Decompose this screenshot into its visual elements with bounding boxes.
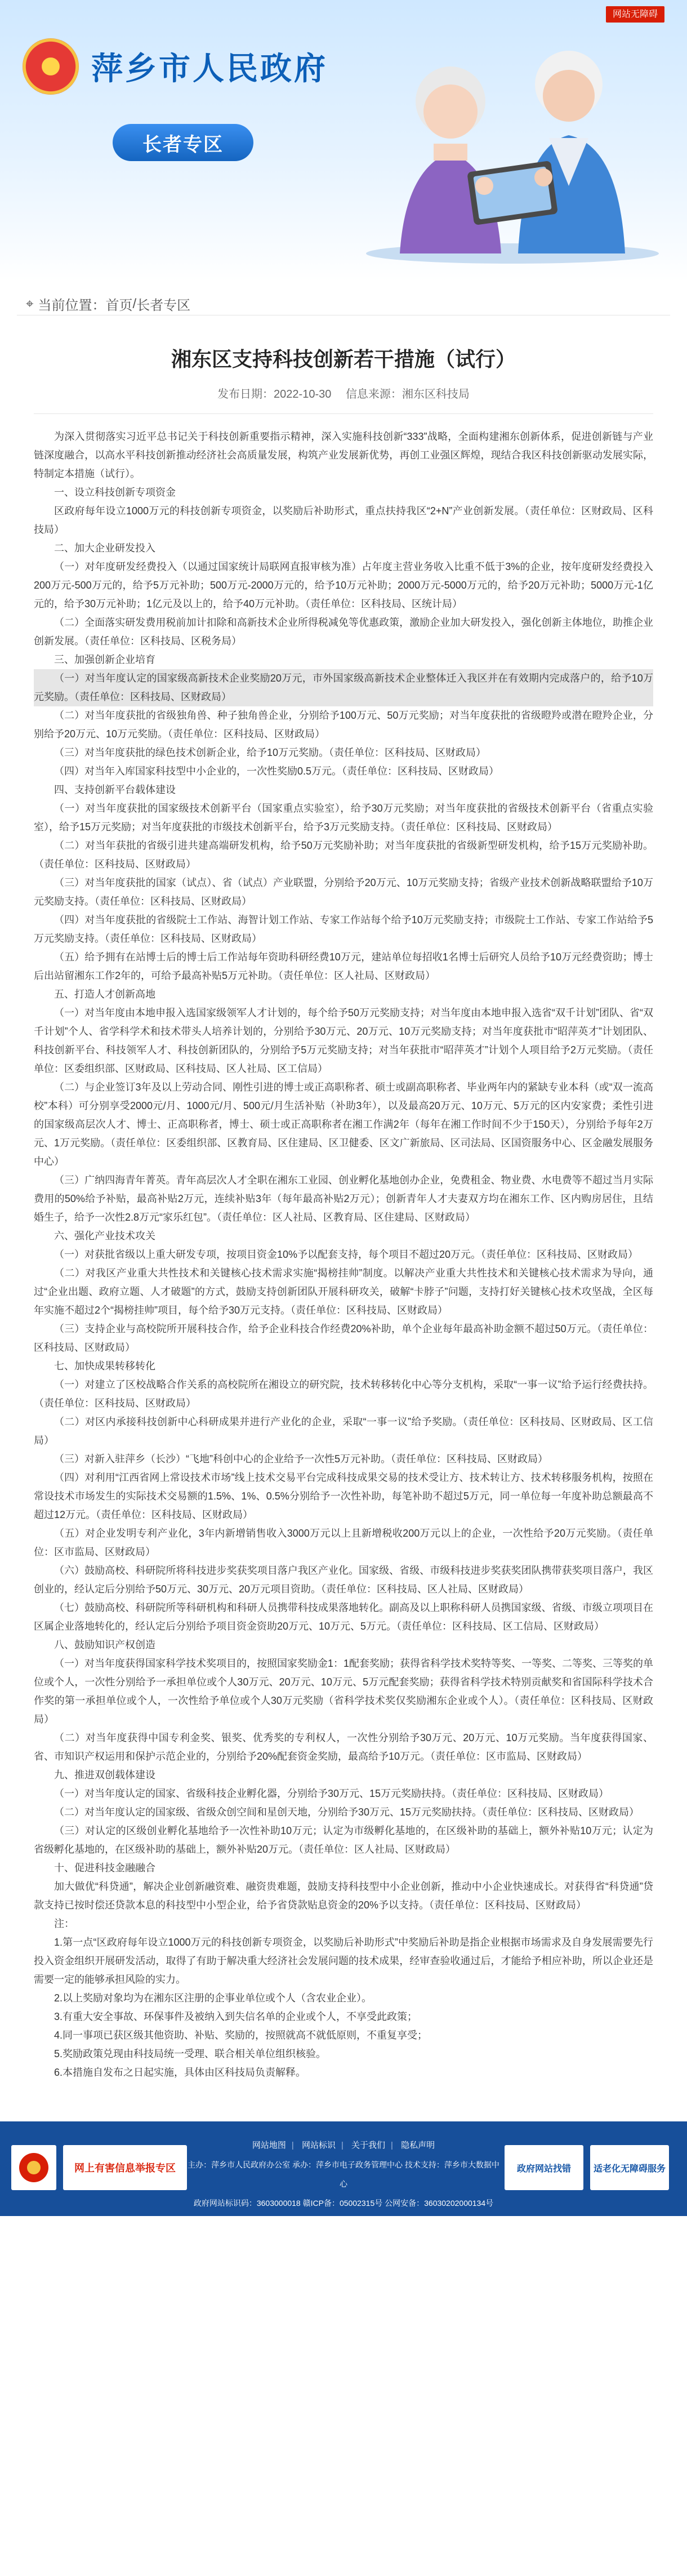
footer-link-about[interactable]: 关于我们 xyxy=(351,2141,386,2150)
article-paragraph: 5.奖励政策兑现由科技局统一受理、联合相关单位组织核验。 xyxy=(54,2048,327,2059)
article-paragraph: （一）对建立了区校战略合作关系的高校院所在湘设立的研究院，技术转移转化中心等分支机构，采取“一事一议”给予运行经费扶持。（责任单位：区科技局、区财政局） xyxy=(34,1379,653,1409)
footer-link-separator: | xyxy=(291,2141,294,2150)
footer-host-line: 主办：萍乡市人民政府办公室 承办：萍乡市电子政务管理中心 技术支持：萍乡市大数据中心 xyxy=(188,2160,499,2188)
article-paragraph: （一）对年度研发经费投入（以通过国家统计局联网直报审核为准）占年度主营业务收入比重不低于3%的企业，按年度研发经费投入200万元-500万元的，给予5万元补助；500万元-2000万元的，给予10万元补助；2000万元-5000万元的，给予20万元补助；5000万元-1亿元的，给予30万元补助；1亿元及以上的，给予40万元补助。（责任单位：区科技局、区统计局） xyxy=(34,561,653,609)
footer-link-sitemap[interactable]: 网站地图 xyxy=(252,2141,286,2150)
article-paragraph: 6.本措施自发布之日起实施，具体由区科技局负责解释。 xyxy=(54,2067,306,2078)
article-paragraph: （一）对获批省级以上重大研发专项，按项目资金10%予以配套支持，每个项目不超过20万元。（责任单位：区科技局、区财政局） xyxy=(54,1249,639,1260)
gov-site-error-logo[interactable]: 政府网站找错 xyxy=(505,2145,583,2190)
article-paragraph: 四、支持创新平台载体建设 xyxy=(54,784,176,795)
footer-link-separator: | xyxy=(341,2141,344,2150)
footer-link-separator: | xyxy=(391,2141,393,2150)
article-body xyxy=(34,428,653,2082)
breadcrumb-separator: / xyxy=(132,296,137,312)
page-header xyxy=(0,0,687,282)
article-paragraph: （二）对当年度认定的国家级、省级众创空间和星创天地，分别给予30万元、15万元奖励扶持。（责任单位：区科技局、区财政局） xyxy=(54,1807,640,1818)
article-paragraph: 4.同一事项已获区级其他资助、补贴、奖励的，按照就高不就低原则，不重复享受； xyxy=(54,2030,428,2041)
article-paragraph: 八、鼓励知识产权创造 xyxy=(54,1639,155,1650)
site-name: 萍乡市人民政府 xyxy=(91,51,328,86)
article-paragraph: 3.有重大安全事故、环保事件及被纳入到失信名单的企业或个人，不享受此政策； xyxy=(54,2011,418,2022)
accessibility-button[interactable]: 网站无障碍 xyxy=(606,6,664,23)
breadcrumb-home-link[interactable]: 首页 xyxy=(105,298,133,313)
article-paragraph: （三）对当年度获批的国家（试点）、省（试点）产业联盟，分别给予20万元、10万元奖励支持；省级产业技术创新战略联盟给予10万元奖励支持。（责任单位：区科技局、区财政局） xyxy=(34,877,653,907)
page-footer xyxy=(0,2121,687,2216)
article-paragraph: （一）对当年度由本地申报入选国家级领军人才计划的，每个给予50万元奖励支持；对当年度由本地申报入选省“双千计划”团队、省“双千计划”个人、省学科学术和技术带头人培养计划的，分别给予30万元、20万元、10万元奖励支持；对当年度获批市“昭萍英才”计划团队、科技创新平台、科技领军人才、科技创新团队的，分别给予5万元奖励支持；对当年获批市“昭萍英才”计划个人项目给予2万元奖励。（责任单位：区委组织部、区财政局、区科技局、区人社局、区工信局） xyxy=(34,1007,653,1074)
harmful-info-report-logo[interactable]: 网上有害信息举报专区 xyxy=(63,2145,187,2190)
national-emblem-icon xyxy=(23,38,79,95)
footer-links xyxy=(186,2136,501,2155)
site-brand[interactable] xyxy=(23,38,328,95)
footer-record-line: 政府网站标识码：3603000018 赣ICP备：05002315号 公网安备：36030202000134号 xyxy=(193,2199,494,2208)
article-paragraph: （二）对区内承接科技创新中心科研成果并进行产业化的企业，采取“一事一议”给予奖励。（责任单位：区科技局、区财政局、区工信局） xyxy=(34,1416,653,1446)
breadcrumb-current-link[interactable]: 长者专区 xyxy=(136,298,191,313)
breadcrumb xyxy=(17,293,670,315)
article-paragraph: （七）鼓励高校、科研院所等科研机构和科研人员携带科技成果落地转化。副高及以上职称科研人员携国家级、省级、市级立项项目在区属企业落地转化的，经认定后分别给予项目资金资助20万元、10万元、5万元。（责任单位：区科技局、区工信局、区财政局） xyxy=(34,1602,653,1632)
article-paragraph: （一）对当年度认定的国家、省级科技企业孵化器，分别给予30万元、15万元奖励扶持。（责任单位：区科技局、区财政局） xyxy=(54,1788,609,1799)
party-emblem-logo[interactable] xyxy=(11,2145,56,2190)
article-title: 湘东区支持科技创新若干措施（试行） xyxy=(171,348,516,371)
article-paragraph: （一）对当年度获批的国家级技术创新平台（国家重点实验室），给予30万元奖励；对当年度获批的省级技术创新平台（省重点实验室），给予15万元奖励；对当年度获批的市级技术创新平台，给予3万元奖励支持。（责任单位：区科技局、区财政局） xyxy=(34,803,653,833)
article-paragraph: （四）对利用“江西省网上常设技术市场”线上技术交易平台完成科技成果交易的技术受让方、技术转让方、技术转移服务机构，按照在常设技术市场发生的实际技术交易额的1.5%、1%、0.5%分别给予一次性补助，每笔补助不超过5万元，同一单位每一年度补助总额最高不超过12万元。（责任单位：区科技局、区财政局） xyxy=(34,1472,653,1520)
article-paragraph: （二）对当年获批的省级引进共建高端研发机构，给予50万元奖励补助；对当年度获批的省级新型研发机构，给予15万元奖励补助。（责任单位：区科技局、区财政局） xyxy=(34,840,653,870)
location-icon: ⌖ xyxy=(26,296,34,312)
breadcrumb-label: 当前位置： xyxy=(38,298,106,313)
article-paragraph: 三、加强创新企业培育 xyxy=(54,654,155,665)
article-paragraph: 十、促进科技金融融合 xyxy=(54,1862,155,1874)
article-paragraph: 七、加快成果转移转化 xyxy=(54,1360,155,1372)
article-paragraph: （一）对当年度获得国家科学技术奖项目的，按照国家奖励金1：1配套奖励；获得省科学技术奖特等奖、一等奖、二等奖、三等奖的单位或个人，一次性分别给予一承担单位或个人30万元、20万元、10万元、5万元配套奖励；获得省科学技术特别贡献奖和省国际科学技术合作奖的第一承担单位或个人，一次性给予单位或个人30万元奖励（省科学技术奖仅奖励湘东企业或个人）。（责任单位：区科技局、区财政局） xyxy=(34,1658,654,1725)
article-paragraph: （三）对认定的区级创业孵化基地给予一次性补助10万元；认定为市级孵化基地的，在区级补助的基础上，额外补贴10万元；认定为省级孵化基地的，在区级补助的基础上，额外补贴20万元。（责任单位：区人社局、区财政局） xyxy=(34,1825,653,1855)
article-paragraph: （三）广纳四海青年菁英。青年高层次人才全职在湘东工业园、创业孵化基地创办企业，免费租金、物业费、水电费等不超过当月实际费用的50%给予补贴，最高补贴2万元，连续补贴3年（每年最高补贴2万元）；创新青年人才夫妻双方均在湘东工作、区内购房居住，且结婚生子，给予一次性2.8万元“家乐红包”。（责任单位：区人社局、区教育局、区住建局、区财政局） xyxy=(34,1174,653,1223)
footer-link-privacy[interactable]: 隐私声明 xyxy=(401,2141,435,2150)
article-paragraph: 二、加大企业研发投入 xyxy=(54,542,155,554)
article-meta xyxy=(34,385,653,414)
article-paragraph: （二）对当年度获批的省级独角兽、种子独角兽企业，分别给予100万元、50万元奖励；对当年度获批的省级瞪羚或潜在瞪羚企业，分别给予20万元、10万元奖励。（责任单位：区科技局、区财政局） xyxy=(34,710,653,740)
article-paragraph: 五、打造人才创新高地 xyxy=(54,989,155,1000)
article-paragraph: （五）给予拥有在站博士后的博士后工作站每年资助科研经费10万元，建站单位每招收1名博士后研究人员给予10万元经费资助；博士后出站留湘东工作2年的，可给予最高补贴5万元补助。（责任单位：区人社局、区财政局） xyxy=(34,951,653,981)
article-paragraph: （四）对当年入库国家科技型中小企业的，一次性奖励0.5万元。（责任单位：区科技局、区财政局） xyxy=(54,766,499,777)
elder-zone-tag: 长者专区 xyxy=(113,124,253,161)
article-paragraph: （五）对企业发明专利产业化，3年内新增销售收入3000万元以上且新增税收200万元以上的企业，一次性给予20万元奖励。（责任单位：区市监局、区财政局） xyxy=(34,1528,653,1558)
publish-date: 发布日期：2022-10-30 xyxy=(217,388,332,401)
article-paragraph: （三）对当年度获批的绿色技术创新企业，给予10万元奖励。（责任单位：区科技局、区财政局） xyxy=(54,747,487,758)
article-paragraph: 注： xyxy=(54,1918,74,1929)
footer-info xyxy=(186,2136,501,2213)
footer-left-logos xyxy=(11,2145,194,2190)
article-paragraph: 一、设立科技创新专项资金 xyxy=(54,487,176,498)
article-paragraph: （二）全面落实研发费用税前加计扣除和高新技术企业所得税减免等优惠政策，激励企业加大研发投入，强化创新主体地位，助推企业创新发展。（责任单位：区科技局、区税务局） xyxy=(34,617,653,647)
article-paragraph: （二）与企业签订3年及以上劳动合同、刚性引进的博士或正高职称者、硕士或副高职称者、毕业两年内的紧缺专业本科（或“双一流高校”本科）可分别享受2000元/月、1000元/月、500元/月生活补贴（补助3年），以及最高20万元、10万元、5万元的区内安家费；柔性引进的国家级高层次人才、博士、正高职称者，博士、硕士或正高职称者在湘工作满2年（每年在湘工作时间不少于150天），分别给予每年2万元、1万元奖励。（责任单位：区委组织部、区教育局、区住建局、区卫健委、区文广新旅局、区司法局、区国资服务中心、区金融发展服务中心） xyxy=(34,1082,653,1167)
article-paragraph: 2.以上奖励对象均为在湘东区注册的企事业单位或个人（含农业企业）。 xyxy=(54,1992,372,2004)
party-emblem-icon xyxy=(18,2152,50,2183)
article-paragraph: 九、推进双创载体建设 xyxy=(54,1769,155,1781)
article-paragraph: （三）对新入驻萍乡（长沙）“飞地”科创中心的企业给予一次性5万元补助。（责任单位：区科技局、区财政局） xyxy=(54,1453,548,1465)
footer-right-logos xyxy=(505,2145,676,2190)
footer-link-site-id[interactable]: 网站标识 xyxy=(301,2141,336,2150)
article-paragraph: （二）对我区产业重大共性技术和关键核心技术需求实施“揭榜挂帅”制度。以解决产业重大共性技术和关键核心技术需求为导向，通过“企业出题、政府立题、人才破题”的方式，鼓励支持创新团队开展科研攻关，破解“卡脖子”问题，支持打好关键核心技术攻坚战，全区每年实施不超过2个“揭榜挂帅”项目，每个给予30万元支持。（责任单位：区科技局、区财政局） xyxy=(34,1267,653,1316)
article xyxy=(17,315,670,2082)
article-paragraph: （四）对当年度获批的省级院士工作站、海智计划工作站、专家工作站每个给予10万元奖励支持；市级院士工作站、专家工作站给予5万元奖励支持。（责任单位：区科技局、区财政局） xyxy=(34,914,653,944)
article-paragraph: （二）对当年度获得中国专利金奖、银奖、优秀奖的专利权人，一次性分别给予30万元、20万元、10万元奖励。当年度获得国家、省、市知识产权运用和保护示范企业的，分别给予20%配套资金奖励，最高给予10万元。（责任单位：区市监局、区财政局） xyxy=(34,1732,653,1762)
elder-accessible-logo[interactable]: 适老化无障碍服务 xyxy=(590,2145,669,2190)
article-paragraph: 1.第一点“区政府每年设立1000万元的科技创新专项资金，以奖励后补助形式”中奖励后补助是指企业根据市场需求及自身发展需要先行投入资金组织开展研发活动，取得了有助于解决重大经济社会发展问题的技术成果，经审查验收通过后，才能给予相应补助，所以企业还是需要一定的能够承担风险的实力。 xyxy=(34,1937,653,1985)
article-paragraph: 六、强化产业技术攻关 xyxy=(54,1230,155,1242)
article-paragraph: （一）对当年度认定的国家级高新技术企业奖励20万元，市外国家级高新技术企业整体迁入我区并在有效期内完成落户的，给予10万元奖励。（责任单位：区科技局、区财政局） xyxy=(34,669,653,706)
article-paragraph: （六）鼓励高校、科研院所将科技进步奖获奖项目落户我区产业化。国家级、省级、市级科技进步奖获奖团队携带获奖项目落户，我区创业的，经认定后分别给予50万元、30万元、20万元项目资助。（责任单位：区科技局、区人社局、区财政局） xyxy=(34,1565,653,1595)
article-paragraph: 为深入贯彻落实习近平总书记关于科技创新重要指示精神，深入实施科技创新“333”战略，全面构建湘东创新体系，促进创新链与产业链深度融合，以高水平科技创新推动经济社会高质量发展，构筑产业发展新优势，再创工业强区辉煌，现结合我区科技创新驱动发展实际，特制定本措施（试行）。 xyxy=(34,431,653,479)
info-source: 信息来源：湘东区科技局 xyxy=(345,388,470,401)
article-paragraph: （三）支持企业与高校院所开展科技合作，给予企业科技合作经费20%补助，单个企业每年最高补助金额不超过50万元。（责任单位：区科技局、区财政局） xyxy=(34,1323,653,1353)
article-paragraph: 区政府每年设立1000万元的科技创新专项资金，以奖励后补助形式，重点扶持我区“2+N”产业创新发展。（责任单位：区财政局、区科技局） xyxy=(34,505,653,535)
elderly-couple-illustration xyxy=(349,17,664,265)
article-paragraph: 加大做优“科贷通”，解决企业创新融资难、融资贵难题，鼓励支持科技型中小企业创新，推动中小企业快速成长。对获得省“科贷通”贷款支持已按时偿还贷款本息的科技型中小型企业，给予省贷款贴息资金的20%予以支持。（责任单位：区科技局、区财政局） xyxy=(34,1881,653,1911)
